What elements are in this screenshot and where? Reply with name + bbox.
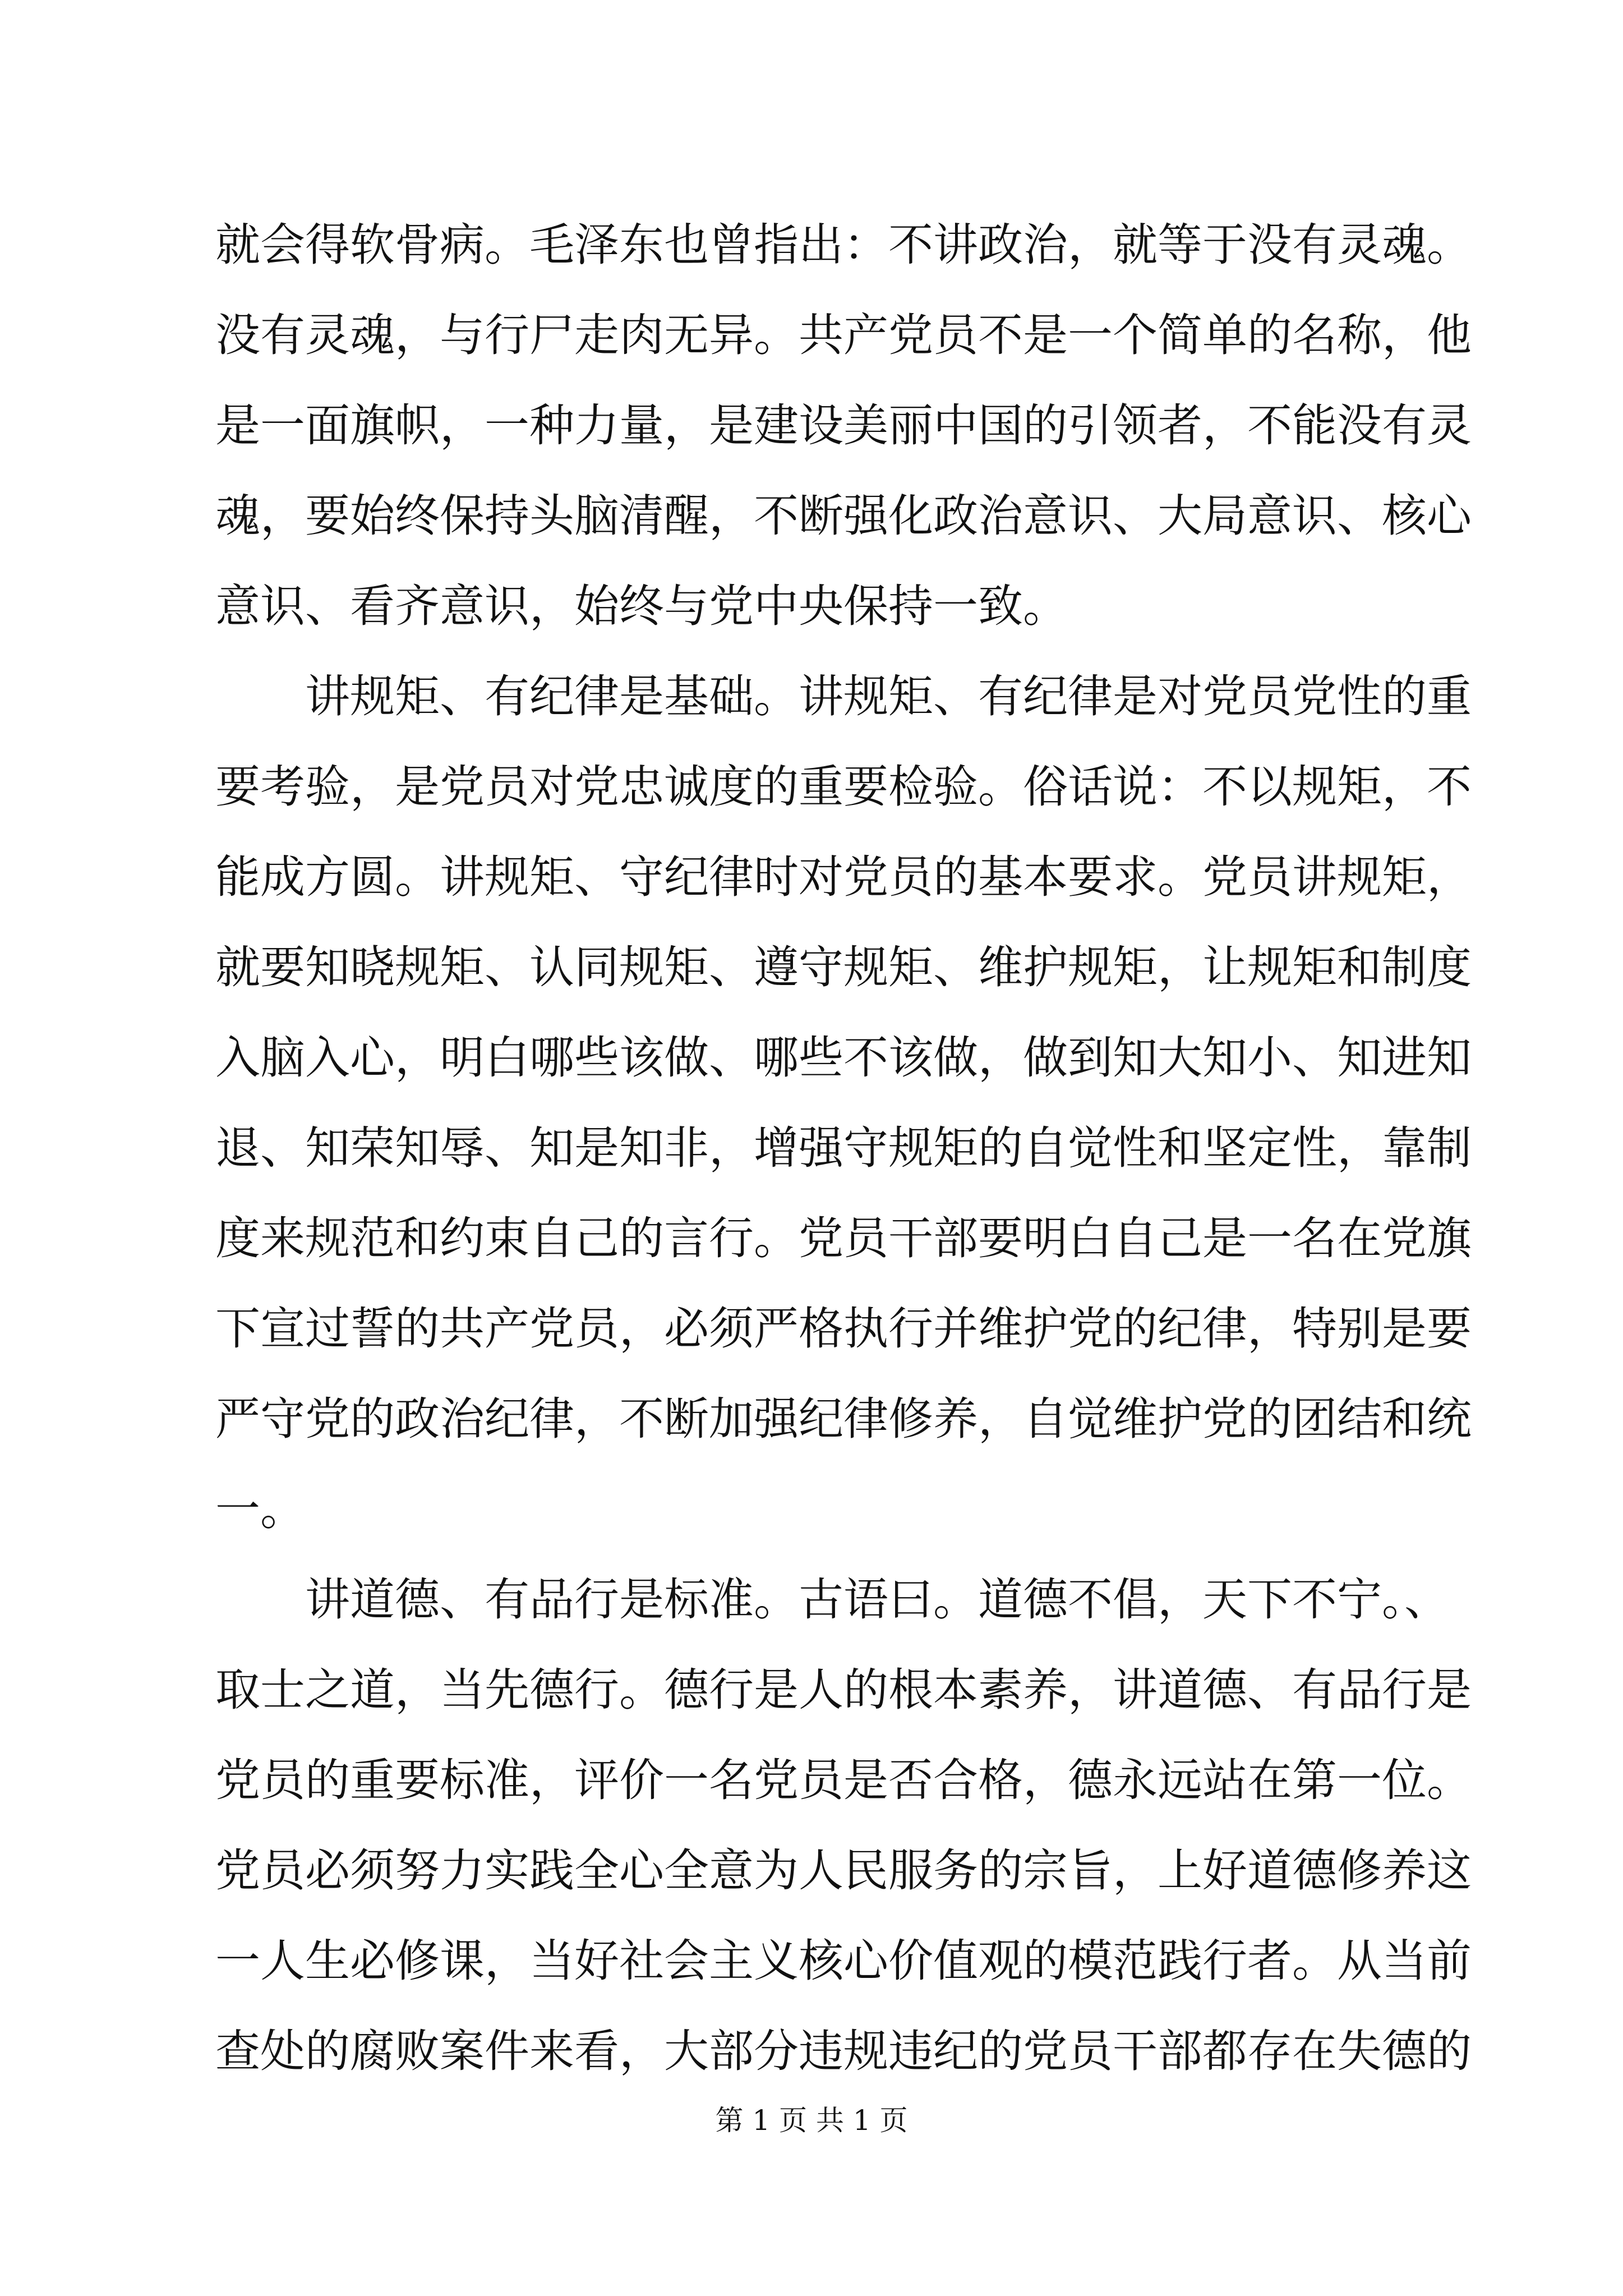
text-line: 就会得软骨病。毛泽东也曾指出：不讲政治，就等于没有灵魂。 <box>215 219 1472 271</box>
text-line: 魂，要始终保持头脑清醒，不断强化政治意识、大局意识、核心 <box>215 490 1472 542</box>
text-line: 一。 <box>215 1483 305 1535</box>
paragraph-first-line: 讲道德、有品行是标准。古语曰。道德不倡，天下不宁。、 <box>305 1573 1449 1626</box>
text-line: 严守党的政治纪律，不断加强纪律修养，自觉维护党的团结和统 <box>215 1393 1472 1445</box>
text-line: 查处的腐败案件来看，大部分违规违纪的党员干部都存在失德的 <box>215 2025 1472 2077</box>
text-line: 退、知荣知辱、知是知非，增强守规矩的自觉性和坚定性，靠制 <box>215 1122 1472 1174</box>
page-footer: 第 1 页 共 1 页 <box>715 2104 908 2137</box>
text-line: 入脑入心，明白哪些该做、哪些不该做，做到知大知小、知进知 <box>215 1032 1472 1084</box>
text-line: 没有灵魂，与行尸走肉无异。共产党员不是一个简单的名称，他 <box>215 309 1472 361</box>
text-line: 党员的重要标准，评价一名党员是否合格，德永远站在第一位。 <box>215 1754 1472 1806</box>
text-line: 就要知晓规矩、认同规矩、遵守规矩、维护规矩，让规矩和制度 <box>215 941 1472 993</box>
paragraph-first-line: 讲规矩、有纪律是基础。讲规矩、有纪律是对党员党性的重 <box>305 670 1472 723</box>
text-line: 能成方圆。讲规矩、守纪律时对党员的基本要求。党员讲规矩， <box>215 851 1472 903</box>
text-line: 一人生必修课，当好社会主义核心价值观的模范践行者。从当前 <box>215 1935 1472 1987</box>
text-line: 意识、看齐意识，始终与党中央保持一致。 <box>215 580 1068 632</box>
body-text <box>215 200 1472 2096</box>
text-line: 下宣过誓的共产党员，必须严格执行并维护党的纪律，特别是要 <box>215 1303 1472 1355</box>
text-line: 要考验，是党员对党忠诚度的重要检验。俗话说：不以规矩，不 <box>215 761 1472 813</box>
text-line: 度来规范和约束自己的言行。党员干部要明白自己是一名在党旗 <box>215 1212 1472 1264</box>
text-line: 是一面旗帜，一种力量，是建设美丽中国的引领者，不能没有灵 <box>215 399 1472 452</box>
text-line: 取士之道，当先德行。德行是人的根本素养，讲道德、有品行是 <box>215 1664 1472 1716</box>
text-line: 党员必须努力实践全心全意为人民服务的宗旨，上好道德修养这 <box>215 1844 1472 1897</box>
